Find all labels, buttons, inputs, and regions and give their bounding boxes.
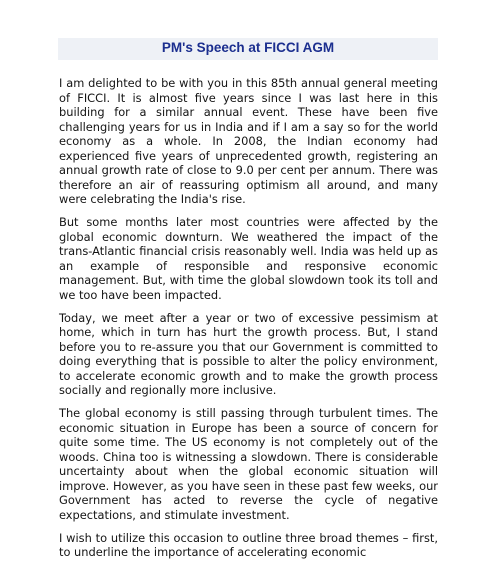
- paragraph: I wish to utilize this occasion to outline three broad themes – first, to underline the importance of accelerating economic: [59, 530, 438, 559]
- paragraph: But some months later most countries were affected by the global economic downturn. We weathered the impact of the trans-Atlantic financial crisis reasonably well. India was held up as an example of responsible and responsive economic management. But, with time the global slowdown took its toll and we too have been impacted.: [59, 215, 438, 302]
- speech-body: [59, 76, 438, 568]
- paragraph: The global economy is still passing through turbulent times. The economic situation in Europe has been a source of concern for quite some time. The US economy is not completely out of the woods. China too is witnessing a slowdown. There is considerable uncertainty about when the global economic situation will improve. However, as you have seen in these past few weeks, our Government has acted to reverse the cycle of negative expectations, and stimulate investment.: [59, 406, 438, 522]
- paragraph: Today, we meet after a year or two of excessive pessimism at home, which in turn has hurt the growth process. But, I stand before you to re-assure you that our Government is committed to doing everything that is possible to alter the policy environment, to accelerate economic growth and to make the growth process socially and regionally more inclusive.: [59, 310, 438, 397]
- page-title: PM's Speech at FICCI AGM: [161, 40, 335, 55]
- paragraph: I am delighted to be with you in this 85th annual general meeting of FICCI. It is almost five years since I was last here in this building for a similar annual event. These have been five challenging years for us in India and if I am a say so for the world economy as a whole. In 2008, the Indian economy had experienced five years of unprecedented growth, registering an annual growth rate of close to 9.0 per cent per annum. There was therefore an air of reassuring optimism all around, and many were celebrating the India's rise.: [59, 76, 438, 206]
